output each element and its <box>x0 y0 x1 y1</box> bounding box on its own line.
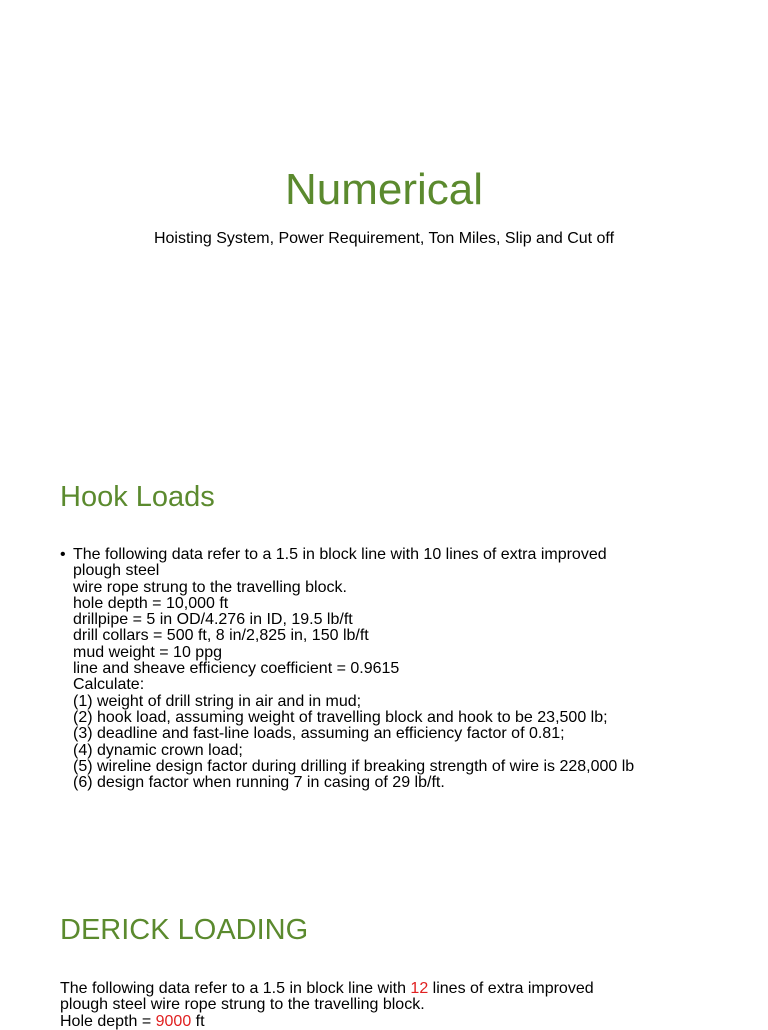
text-line <box>60 1014 760 1030</box>
text-line: (1) weight of drill string in air and in mud; <box>73 692 362 710</box>
text-line: drill collars = 500 ft, 8 in/2,825 in, 150 lb/ft <box>73 627 369 645</box>
hook-loads-bullet <box>60 547 750 791</box>
text-line: hole depth = 10,000 ft <box>73 594 229 612</box>
highlighted-value: 12 <box>410 980 429 997</box>
text-line: (2) hook load, assuming weight of travelling block and hook to be 23,500 lb; <box>73 708 608 726</box>
text-line: mud weight = 10 ppg <box>73 643 222 661</box>
text-line: plough steel <box>73 562 160 580</box>
bullet-lines <box>73 547 750 791</box>
text-line: plough steel wire rope strung to the travelling block. <box>60 996 425 1014</box>
page-subtitle: Hoisting System, Power Requirement, Ton Miles, Slip and Cut off <box>153 230 615 247</box>
text-line: (5) wireline design factor during drilling if breaking strength of wire is 228,000 lb <box>73 757 635 775</box>
hook-loads-heading: Hook Loads <box>60 481 215 513</box>
text-line <box>60 981 760 997</box>
text-line: Calculate: <box>73 676 145 694</box>
text-segment: The following data refer to a 1.5 in block line with <box>60 980 411 997</box>
text-line: drillpipe = 5 in OD/4.276 in ID, 19.5 lb/ft <box>73 611 353 629</box>
derick-loading-heading: DERICK LOADING <box>60 914 309 946</box>
text-line: wire rope strung to the travelling block. <box>73 578 347 596</box>
text-segment: lines of extra improved <box>428 980 594 997</box>
text-line: (6) design factor when running 7 in casing of 29 lb/ft. <box>73 774 445 792</box>
highlighted-value: 9000 <box>155 1012 192 1030</box>
text-segment: Hole depth = <box>60 1012 156 1030</box>
bullet-dot: • <box>60 546 66 563</box>
text-line: (3) deadline and fast-line loads, assuming an efficiency factor of 0.81; <box>73 725 565 743</box>
text-segment: ft <box>191 1012 205 1030</box>
page-title: Numerical <box>284 165 484 214</box>
text-line: line and sheave efficiency coefficient = 0.9615 <box>73 660 400 678</box>
text-line: (4) dynamic crown load; <box>73 741 243 759</box>
derick-loading-paragraph <box>60 981 760 1030</box>
text-line: The following data refer to a 1.5 in block line with 10 lines of extra improved <box>73 546 607 563</box>
